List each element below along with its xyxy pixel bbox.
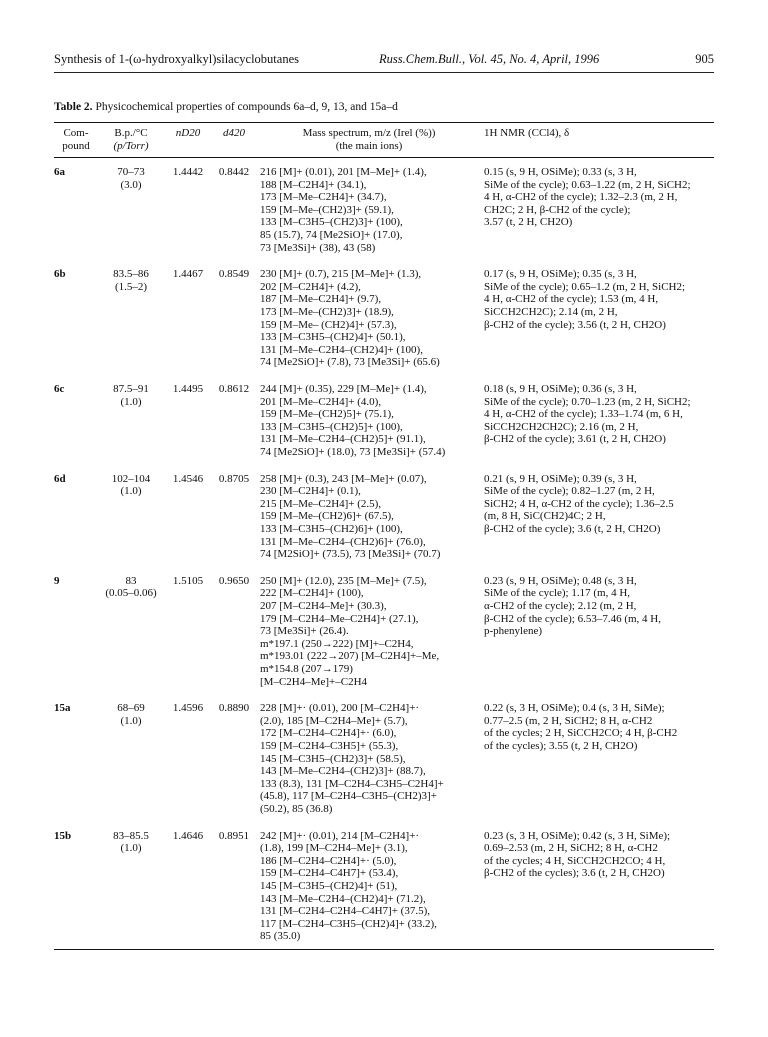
nmr-data-line: of the cycles; 4 H, SiCCH2CH2CO; 4 H,: [484, 854, 666, 867]
refractive-index: [166, 702, 210, 715]
mass-spectrum-line: 131 [M–Me–C2H4–(CH2)5]+ (91.1),: [260, 433, 426, 446]
mass-spectrum-line: 131 [M–Me–C2H4–(CH2)6]+ (76.0),: [260, 535, 426, 548]
density: [212, 702, 256, 715]
running-title: Synthesis of 1-(ω-hydroxyalkyl)silacyclobutanes: [54, 52, 299, 66]
mass-spectrum-line: 145 [M–C3H5–(CH2)3]+ (58.5),: [260, 752, 406, 765]
col-nmr: 1H NMR (CCl4), δ: [484, 127, 570, 139]
compound-name: [54, 575, 98, 588]
mass-spectrum: [260, 702, 482, 815]
mass-spectrum-line: 85 (15.7), 74 [Me2SiO]+ (17.0),: [260, 228, 403, 241]
mass-spectrum-line: 74 [Me2SiO]+ (7.8), 73 [Me3Si]+ (65.6): [260, 356, 440, 369]
table-bottom-rule: [54, 949, 714, 950]
nmr-data-line: SiMe of the cycle); 1.17 (m, 4 H,: [484, 587, 631, 600]
nmr-data-line: 0.69–2.53 (m, 2 H, SiCH2; 8 H, α-CH2: [484, 842, 658, 855]
nmr-data-line: 0.23 (s, 9 H, OSiMe); 0.48 (s, 3 H,: [484, 574, 637, 587]
col-d4-label: d420: [223, 127, 245, 139]
mass-spectrum-line: 133 [M–C3H5–(CH2)6]+ (100),: [260, 522, 403, 535]
nmr-data: [484, 268, 716, 331]
compound-name-line: 6a: [54, 166, 65, 178]
nmr-data-line: 4 H, α-CH2 of the cycle); 1.32–2.3 (m, 2 H,: [484, 191, 678, 204]
refractive-index-line: 1.4467: [172, 268, 204, 281]
table-caption-text: Physicochemical properties of compounds 6a–d, 9, 13, and 15a–d: [95, 101, 398, 113]
col-compound-line2: pound: [62, 139, 90, 152]
mass-spectrum-line: (50.2), 85 (36.8): [260, 802, 333, 815]
col-ms-line1: Mass spectrum, m/z (Irel (%)): [302, 127, 436, 139]
mass-spectrum-line: m*197.1 (250→222) [M]+–C2H4,: [260, 637, 414, 650]
compound-name: [54, 268, 98, 281]
mass-spectrum-line: 230 [M–C2H4]+ (0.1),: [260, 485, 361, 498]
boiling-point: [98, 268, 164, 293]
refractive-index-line: 1.4596: [172, 702, 204, 715]
nmr-data: [484, 383, 716, 446]
nmr-data-line: β-CH2 of the cycle); 3.6 (t, 2 H, CH2O): [484, 522, 661, 535]
density: [212, 268, 256, 281]
compound-name: [54, 702, 98, 715]
table-row: [54, 268, 714, 383]
mass-spectrum-line: 133 [M–C3H5–(CH2)5]+ (100),: [260, 420, 403, 433]
nmr-data-line: 0.15 (s, 9 H, OSiMe); 0.33 (s, 3 H,: [484, 166, 637, 178]
mass-spectrum-line: 133 (8.3), 131 [M–C2H4–C3H5–C2H4]+: [260, 777, 444, 790]
table-row: [54, 702, 714, 829]
density-line: 0.8442: [218, 166, 250, 178]
nmr-data-line: SiCCH2CH2CH2C); 2.16 (m, 2 H,: [484, 420, 639, 433]
nmr-data-line: β-CH2 of the cycles); 3.6 (t, 2 H, CH2O): [484, 867, 665, 880]
nmr-data: [484, 473, 716, 536]
density-line: 0.9650: [218, 574, 250, 587]
mass-spectrum-line: 159 [M–C2H4–C4H7]+ (53.4),: [260, 867, 399, 880]
col-ms-line2: (the main ions): [335, 139, 403, 152]
mass-spectrum-line: 159 [M–C2H4–C3H5]+ (55.3),: [260, 739, 399, 752]
mass-spectrum-line: 188 [M–C2H4]+ (34.1),: [260, 178, 367, 191]
mass-spectrum-line: 131 [M–Me–C2H4–(CH2)4]+ (100),: [260, 343, 423, 356]
running-header: [54, 52, 714, 70]
table-label: Table 2.: [54, 101, 93, 113]
mass-spectrum-line: 159 [M–Me– (CH2)4]+ (57.3),: [260, 318, 397, 331]
mass-spectrum-line: 216 [M]+ (0.01), 201 [M–Me]+ (1.4),: [260, 166, 427, 178]
nmr-data-line: α-CH2 of the cycle); 2.12 (m, 2 H,: [484, 599, 637, 612]
nmr-data: [484, 830, 716, 880]
table-row: [54, 830, 714, 949]
page-number: 905: [695, 52, 714, 66]
table-row: [54, 383, 714, 473]
density: [212, 830, 256, 843]
journal-citation: Russ.Chem.Bull., Vol. 45, No. 4, April, 1996: [379, 52, 600, 66]
properties-table: [54, 122, 714, 950]
nmr-data-line: 4 H, α-CH2 of the cycle); 1.33–1.74 (m, 6 H,: [484, 408, 683, 421]
header-rule: [54, 72, 714, 73]
boiling-point-line: 83: [125, 574, 137, 587]
boiling-point-line: (0.05–0.06): [105, 587, 157, 600]
col-nd: [166, 127, 210, 140]
boiling-point-line: (1.0): [120, 714, 142, 727]
nmr-data-line: of the cycles); 3.55 (t, 2 H, CH2O): [484, 739, 638, 752]
mass-spectrum-line: m*193.01 (222→207) [M–C2H4]+–Me,: [260, 650, 440, 663]
compound-name: [54, 473, 98, 486]
density-line: 0.8890: [218, 702, 250, 715]
boiling-point-line: 70–73: [117, 166, 145, 178]
table-row: [54, 473, 714, 575]
mass-spectrum-line: (45.8), 117 [M–C2H4–C3H5–(CH2)3]+: [260, 790, 437, 803]
mass-spectrum-line: 244 [M]+ (0.35), 229 [M–Me]+ (1.4),: [260, 382, 427, 395]
table-caption: [54, 101, 714, 113]
mass-spectrum-line: [M–C2H4–Me]+–C2H4: [260, 675, 368, 688]
mass-spectrum: [260, 268, 482, 369]
boiling-point-line: (1.0): [120, 485, 142, 498]
mass-spectrum-line: 222 [M–C2H4]+ (100),: [260, 587, 364, 600]
mass-spectrum: [260, 166, 482, 254]
nmr-data-line: p-phenylene): [484, 625, 543, 638]
mass-spectrum-line: 250 [M]+ (12.0), 235 [M–Me]+ (7.5),: [260, 574, 427, 587]
mass-spectrum-line: m*154.8 (207→179): [260, 662, 353, 675]
boiling-point: [98, 702, 164, 727]
compound-name: [54, 830, 98, 843]
mass-spectrum: [260, 830, 482, 943]
nmr-data-line: CH2C; 2 H, β-CH2 of the cycle);: [484, 203, 631, 216]
mass-spectrum-line: 73 [Me3Si]+ (38), 43 (58): [260, 241, 376, 254]
mass-spectrum-line: 117 [M–C2H4–C3H5–(CH2)4]+ (33.2),: [260, 917, 437, 930]
nmr-data-line: β-CH2 of the cycle); 3.61 (t, 2 H, CH2O): [484, 433, 666, 446]
nmr-data-line: β-CH2 of the cycle); 6.53–7.46 (m, 4 H,: [484, 612, 661, 625]
mass-spectrum-line: 202 [M–C2H4]+ (4.2),: [260, 280, 361, 293]
mass-spectrum: [260, 575, 482, 688]
nmr-data-line: β-CH2 of the cycle); 3.56 (t, 2 H, CH2O): [484, 318, 666, 331]
nmr-data-line: SiMe of the cycle); 0.70–1.23 (m, 2 H, SiCH2;: [484, 395, 691, 408]
nmr-data-line: of the cycles; 2 H, SiCCH2CO; 4 H, β-CH2: [484, 727, 678, 740]
col-bp-line2: (p/Torr): [113, 139, 149, 152]
col-bp-line1: B.p./°C: [114, 127, 148, 139]
boiling-point-line: 87.5–91: [113, 382, 149, 395]
mass-spectrum-line: 73 [Me3Si]+ (26.4).: [260, 625, 349, 638]
mass-spectrum-line: 187 [M–Me–C2H4]+ (9.7),: [260, 293, 382, 306]
boiling-point: [98, 383, 164, 408]
mass-spectrum-line: 228 [M]+· (0.01), 200 [M–C2H4]+·: [260, 702, 420, 715]
mass-spectrum-line: 207 [M–C2H4–Me]+ (30.3),: [260, 599, 387, 612]
nmr-data-line: 0.77–2.5 (m, 2 H, SiCH2; 8 H, α-CH2: [484, 714, 653, 727]
boiling-point: [98, 473, 164, 498]
compound-name-line: 6c: [54, 382, 65, 395]
boiling-point-line: 83.5–86: [113, 268, 149, 281]
density-line: 0.8951: [218, 829, 250, 842]
refractive-index: [166, 268, 210, 281]
compound-name-line: 6d: [54, 472, 66, 485]
mass-spectrum-line: 159 [M–Me–(CH2)5]+ (75.1),: [260, 408, 394, 421]
col-compound: [54, 127, 98, 152]
mass-spectrum-line: 133 [M–C3H5–(CH2)4]+ (50.1),: [260, 331, 406, 344]
mass-spectrum-line: 145 [M–C3H5–(CH2)4]+ (51),: [260, 879, 398, 892]
refractive-index: [166, 575, 210, 588]
boiling-point-line: (1.5–2): [114, 280, 148, 293]
boiling-point: [98, 830, 164, 855]
boiling-point-line: 68–69: [117, 702, 145, 715]
mass-spectrum-line: 179 [M–C2H4–Me–C2H4]+ (27.1),: [260, 612, 419, 625]
mass-spectrum-line: 172 [M–C2H4–C2H4]+· (6.0),: [260, 727, 397, 740]
density-line: 0.8612: [218, 382, 250, 395]
mass-spectrum-line: 143 [M–Me–C2H4–(CH2)4]+ (71.2),: [260, 892, 426, 905]
boiling-point: [98, 166, 164, 191]
nmr-data-line: 0.23 (s, 3 H, OSiMe); 0.42 (s, 3 H, SiMe);: [484, 829, 671, 842]
col-ms: [260, 127, 478, 152]
mass-spectrum-line: 143 [M–Me–C2H4–(CH2)3]+ (88.7),: [260, 765, 426, 778]
mass-spectrum-line: 74 [M2SiO]+ (73.5), 73 [Me3Si]+ (70.7): [260, 548, 441, 561]
nmr-data-line: (m, 8 H, SiC(CH2)4C; 2 H,: [484, 510, 606, 523]
nmr-data-line: 3.57 (t, 2 H, CH2O): [484, 216, 573, 229]
mass-spectrum-line: (1.8), 199 [M–C2H4–Me]+ (3.1),: [260, 842, 408, 855]
mass-spectrum-line: 131 [M–C2H4–C2H4–C4H7]+ (37.5),: [260, 905, 430, 918]
refractive-index: [166, 830, 210, 843]
nmr-data-line: 0.18 (s, 9 H, OSiMe); 0.36 (s, 3 H,: [484, 382, 637, 395]
nmr-data-line: SiMe of the cycle); 0.63–1.22 (m, 2 H, SiCH2;: [484, 178, 691, 191]
refractive-index-line: 1.5105: [172, 574, 204, 587]
refractive-index: [166, 473, 210, 486]
mass-spectrum-line: (2.0), 185 [M–C2H4–Me]+ (5.7),: [260, 714, 408, 727]
col-nd-label: nD20: [175, 127, 201, 139]
nmr-data-line: SiCH2; 4 H, α-CH2 of the cycle); 1.36–2.5: [484, 497, 674, 510]
nmr-data: [484, 166, 716, 229]
mass-spectrum-line: 215 [M–Me–C2H4]+ (2.5),: [260, 497, 382, 510]
col-compound-line1: Com-: [63, 127, 89, 139]
refractive-index: [166, 166, 210, 179]
density: [212, 383, 256, 396]
refractive-index-line: 1.4495: [172, 382, 204, 395]
density: [212, 575, 256, 588]
density-line: 0.8549: [218, 268, 250, 281]
nmr-data-line: 4 H, α-CH2 of the cycle); 1.53 (m, 4 H,: [484, 293, 659, 306]
mass-spectrum-line: 85 (35.0): [260, 930, 301, 943]
compound-name-line: 15a: [54, 702, 71, 715]
nmr-data-line: SiMe of the cycle); 0.65–1.2 (m, 2 H, SiCH2;: [484, 280, 686, 293]
boiling-point-line: (1.0): [120, 395, 142, 408]
mass-spectrum-line: 186 [M–C2H4–C2H4]+· (5.0),: [260, 854, 397, 867]
nmr-data: [484, 702, 716, 752]
boiling-point-line: 102–104: [111, 472, 151, 485]
mass-spectrum-line: 258 [M]+ (0.3), 243 [M–Me]+ (0.07),: [260, 472, 427, 485]
nmr-data-line: 0.21 (s, 9 H, OSiMe); 0.39 (s, 3 H,: [484, 472, 637, 485]
compound-name: [54, 166, 98, 179]
table-body: [54, 158, 714, 949]
nmr-data-line: 0.17 (s, 9 H, OSiMe); 0.35 (s, 3 H,: [484, 268, 637, 281]
nmr-data-line: 0.22 (s, 3 H, OSiMe); 0.4 (s, 3 H, SiMe);: [484, 702, 665, 715]
boiling-point-line: (3.0): [120, 178, 142, 191]
col-d4: [212, 127, 256, 140]
mass-spectrum-line: 173 [M–Me–C2H4]+ (34.7),: [260, 191, 387, 204]
mass-spectrum: [260, 473, 482, 561]
density-line: 0.8705: [218, 472, 250, 485]
mass-spectrum-line: 159 [M–Me–(CH2)3]+ (59.1),: [260, 203, 394, 216]
nmr-data: [484, 575, 716, 638]
mass-spectrum-line: 230 [M]+ (0.7), 215 [M–Me]+ (1.3),: [260, 268, 422, 281]
table-header: [54, 123, 714, 157]
mass-spectrum-line: 159 [M–Me–(CH2)6]+ (67.5),: [260, 510, 394, 523]
mass-spectrum-line: 74 [Me2SiO]+ (18.0), 73 [Me3Si]+ (57.4): [260, 445, 446, 458]
refractive-index-line: 1.4546: [172, 472, 204, 485]
nmr-data-line: SiMe of the cycle); 0.82–1.27 (m, 2 H,: [484, 485, 655, 498]
nmr-data-line: SiCCH2CH2C); 2.14 (m, 2 H,: [484, 305, 618, 318]
mass-spectrum-line: 133 [M–C3H5–(CH2)3]+ (100),: [260, 216, 403, 229]
mass-spectrum-line: 201 [M–Me–C2H4]+ (4.0),: [260, 395, 382, 408]
table-row: [54, 166, 714, 268]
boiling-point-line: (1.0): [120, 842, 142, 855]
compound-name-line: 15b: [54, 829, 72, 842]
table-row: [54, 575, 714, 702]
compound-name: [54, 383, 98, 396]
mass-spectrum-line: 242 [M]+· (0.01), 214 [M–C2H4]+·: [260, 829, 420, 842]
refractive-index-line: 1.4442: [172, 166, 204, 178]
density: [212, 166, 256, 179]
compound-name-line: 6b: [54, 268, 66, 281]
boiling-point-line: 83–85.5: [113, 829, 149, 842]
compound-name-line: 9: [54, 574, 60, 587]
density: [212, 473, 256, 486]
refractive-index: [166, 383, 210, 396]
mass-spectrum: [260, 383, 482, 459]
boiling-point: [98, 575, 164, 600]
refractive-index-line: 1.4646: [172, 829, 204, 842]
col-bp: [98, 127, 164, 152]
mass-spectrum-line: 173 [M–Me–(CH2)3]+ (18.9),: [260, 305, 394, 318]
